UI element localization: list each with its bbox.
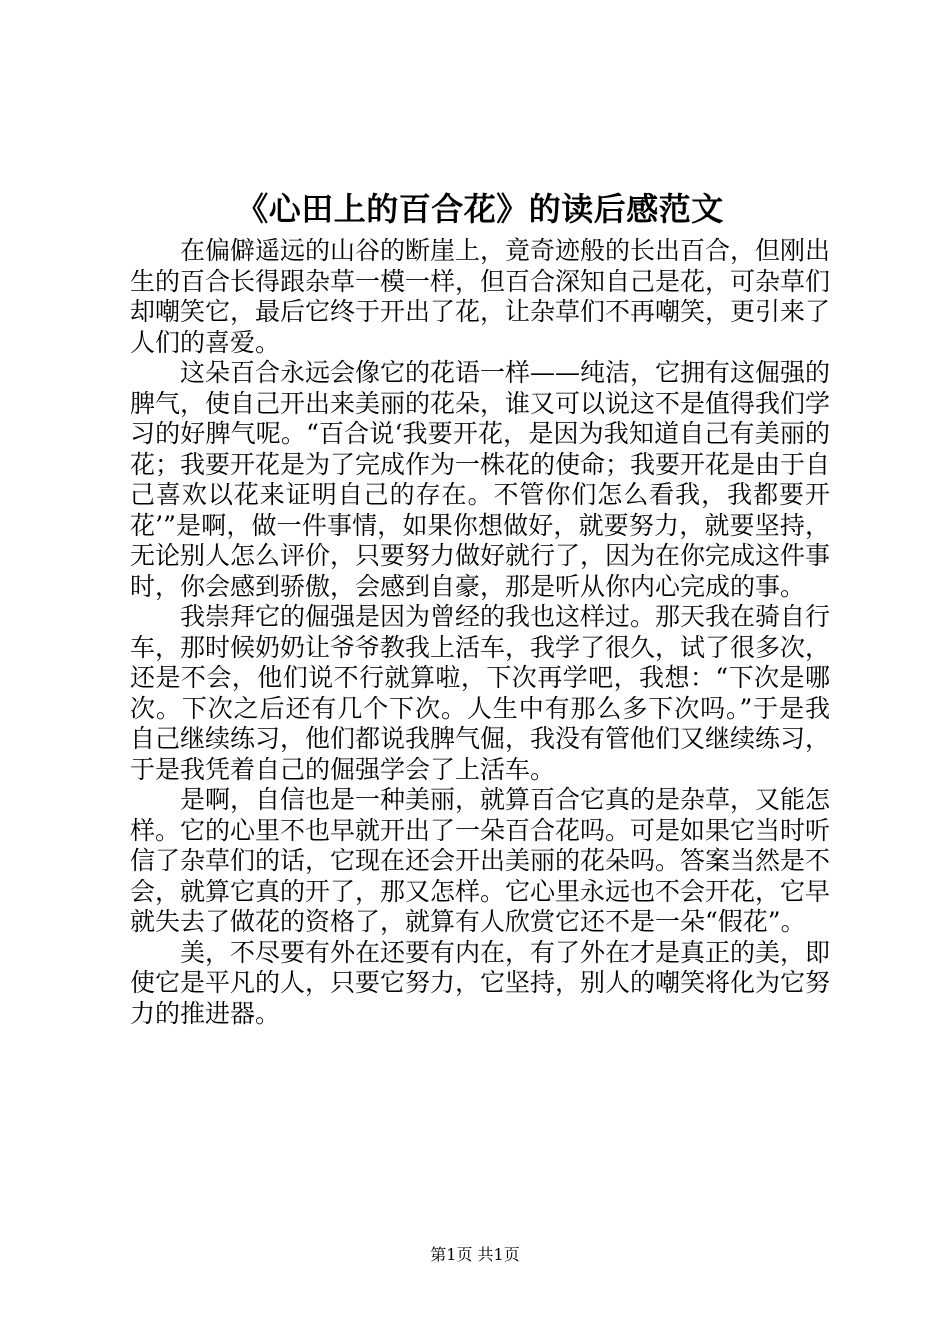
document-body (130, 236, 830, 1029)
paragraph-5: 美，不尽要有外在还要有内在，有了外在才是真正的美，即使它是平凡的人，只要它努力，它坚持，别人的嘲笑将化为它努力的推进器。 (130, 937, 831, 1028)
paragraph-1: 在偏僻遥远的山谷的断崖上，竟奇迹般的长出百合，但刚出生的百合长得跟杂草一模一样，但百合深知自己是花，可杂草们却嘲笑它，最后它终于开出了花，让杂草们不再嘲笑，更引来了人们的喜爱。 (130, 236, 831, 357)
document-title: 《心田上的百合花》的读后感范文 (236, 190, 724, 228)
paragraph-3: 我崇拜它的倔强是因为曾经的我也这样过。那天我在骑自行车，那时候奶奶让爷爷教我上活车，我学了很久，试了很多次，还是不会，他们说不行就算啦，下次再学吧，我想：“下次是哪次。下次之后还有几个下次。人生中有那么多下次吗。”于是我自己继续练习，他们都说我脾气倔，我没有管他们又继续练习，于是我凭着自己的倔强学会了上活车。 (130, 602, 831, 784)
paragraph-4: 是啊，自信也是一种美丽，就算百合它真的是杂草，又能怎样。它的心里不也早就开出了一朵百合花吗。可是如果它当时听信了杂草们的话，它现在还会开出美丽的花朵吗。答案当然是不会，就算它真的开了，那又怎样。它心里永远也不会开花，它早就失去了做花的资格了，就算有人欣赏它还不是一朵“假花”。 (130, 785, 831, 936)
paragraph-2: 这朵百合永远会像它的花语一样——纯洁，它拥有这倔强的脾气，使自己开出来美丽的花朵，谁又可以说这不是值得我们学习的好脾气呢。“百合说‘我要开花，是因为我知道自己有美丽的花；我要开花是为了完成作为一株花的使命；我要开花是由于自己喜欢以花来证明自己的存在。不管你们怎么看我，我都要开花’”是啊，做一件事情，如果你想做好，就要努力，就要坚持，无论别人怎么评价，只要努力做好就行了，因为在你完成这件事时，你会感到骄傲，会感到自豪，那是听从你内心完成的事。 (130, 358, 831, 601)
page-footer: 第1页 共1页 (430, 1245, 520, 1264)
